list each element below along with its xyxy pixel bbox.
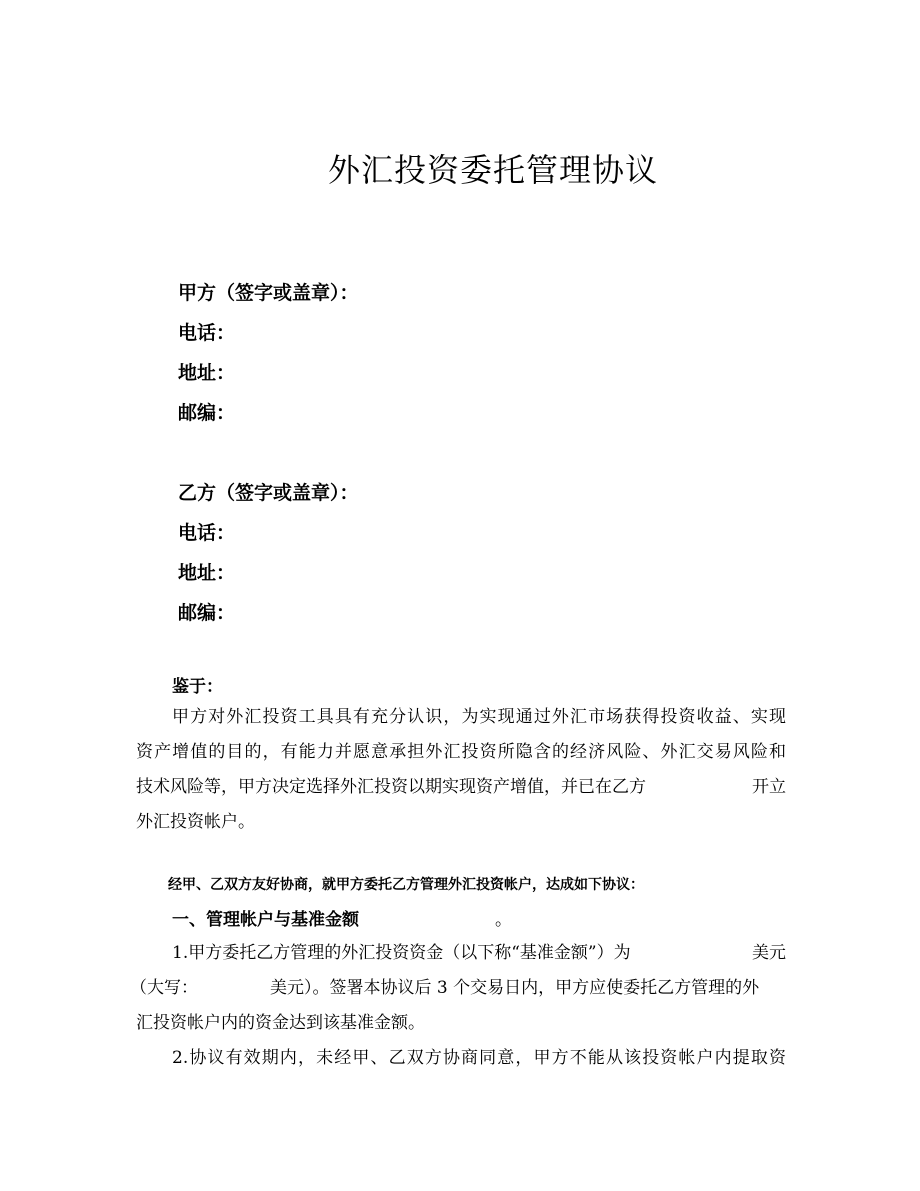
clause-2-line-1: 2.协议有效期内，未经甲、乙双方协商同意，甲方不能从该投资帐户内提取资 xyxy=(172,1048,786,1068)
document-title: 外汇投资委托管理协议 xyxy=(327,151,658,189)
party-b-label: 乙方（签字或盖章）： xyxy=(178,482,359,504)
clause-1-line-2 xyxy=(130,971,786,1006)
whereas-paragraph xyxy=(136,700,786,840)
party-a-phone-label: 电话： xyxy=(178,322,236,344)
clause-1-line-2-text: 美元）。签署本协议后 3 个交易日内，甲方应使委托乙方管理的外 xyxy=(270,978,760,998)
whereas-label: 鉴于： xyxy=(172,677,223,697)
party-a-address-label: 地址： xyxy=(178,362,236,384)
whereas-open-text: 开立 xyxy=(752,777,786,797)
party-b-address-label: 地址： xyxy=(178,562,236,584)
party-a-label: 甲方（签字或盖章）： xyxy=(178,282,359,304)
agreement-intro: 经甲、乙双方友好协商，就甲方委托乙方管理外汇投资帐户，达成如下协议： xyxy=(168,877,644,893)
party-a-postcode-label: 邮编： xyxy=(178,402,236,424)
clause-1-line-1 xyxy=(136,936,786,971)
clause-1-line-3: 汇投资帐户内的资金达到该基准金额。 xyxy=(136,1013,425,1033)
whereas-line-3-text: 技术风险等，甲方决定选择外汇投资以期实现资产增值，并已在乙方 xyxy=(136,777,646,797)
clause-1-usd-unit: 美元 xyxy=(752,943,786,963)
whereas-line-2: 资产增值的目的，有能力并愿意承担外汇投资所隐含的经济风险、外汇交易风险和 xyxy=(136,742,786,762)
whereas-line-3 xyxy=(136,770,786,805)
whereas-line-1: 甲方对外汇投资工具具有充分认识，为实现通过外汇市场获得投资收益、实现 xyxy=(172,707,786,727)
whereas-line-4: 外汇投资帐户。 xyxy=(136,812,255,832)
clause-1-line-1-text: 1.甲方委托乙方管理的外汇投资资金（以下称“基准金额”）为 xyxy=(172,943,631,963)
section-1-heading xyxy=(172,905,512,930)
party-b-phone-label: 电话： xyxy=(178,522,236,544)
section-1-heading-text: 一、管理帐户与基准金额 xyxy=(172,910,359,930)
clause-1-paragraph xyxy=(130,936,786,1076)
party-b-postcode-label: 邮编： xyxy=(178,602,236,624)
clause-1-capital-label: （大写： xyxy=(130,978,198,998)
section-1-heading-end: 。 xyxy=(495,910,512,930)
